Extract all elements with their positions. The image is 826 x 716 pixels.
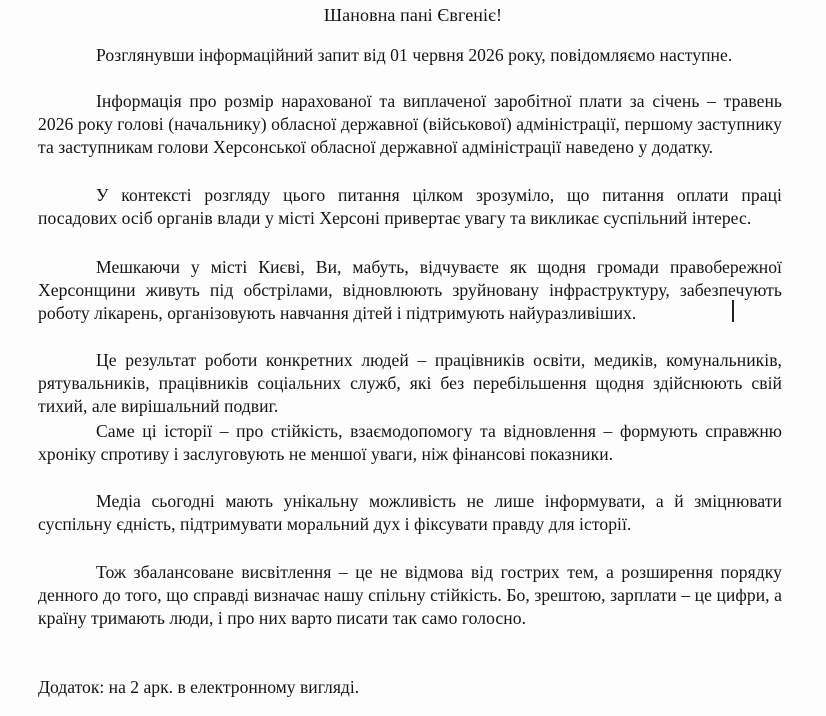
paragraph-communities: Мешкаючи у місті Києві, Ви, мабуть, відчуваєте як щодня громади правобережної Херсонщини живуть під обстрілами, відновлюють зруйновану інфраструктуру, забезпечують роботу лікарень, організовують навчання дітей і підтримують найуразливіших.: [38, 257, 782, 323]
paragraph-stories: Саме ці історії – про стійкість, взаємодопомогу та відновлення – формують справжню хроніку спротиву і заслуговують не меншої уваги, ніж фінансові показники.: [38, 421, 782, 464]
paragraph-request-reply: Розглянувши інформаційний запит від 01 червня 2026 року, повідомляємо наступне.: [96, 45, 733, 65]
paragraph-balanced-coverage: Тож збалансоване висвітлення – це не відмова від гострих тем, а розширення порядку денного до того, що справді визначає нашу спільну стійкість. Бо, зрештою, зарплати – це цифри, а країну тримають люди, і про них варто писати так само голосно.: [38, 562, 782, 628]
letter-greeting: Шановна пані Євгеніє!: [323, 5, 503, 25]
appendix-note: Додаток: на 2 арк. в електронному вигляді.: [38, 677, 360, 697]
paragraph-media: Медіа сьогодні мають унікальну можливість не лише інформувати, а й зміцнювати суспільну єдність, підтримувати моральний дух і фіксувати правду для історії.: [38, 491, 782, 534]
paragraph-workers: Це результат роботи конкретних людей – працівників освіти, медиків, комунальників, рятувальників, працівників соціальних служб, які без перебільшення щодня здійснюють свій тихий, але вирішальний подвиг.: [38, 350, 782, 416]
paragraph-salary-info: Інформація про розмір нарахованої та виплаченої заробітної плати за січень – травень 2026 року голові (начальнику) обласної державної (військової) адміністрації, першому заступнику та заступникам голови Херсонської обласної державної адміністрації наведено у додатку.: [38, 91, 782, 157]
paragraph-public-interest: У контексті розгляду цього питання цілком зрозуміло, що питання оплати праці посадових осіб органів влади у місті Херсоні привертає увагу та викликає суспільний інтерес.: [38, 185, 782, 228]
scan-artifact-mark: [732, 300, 734, 322]
